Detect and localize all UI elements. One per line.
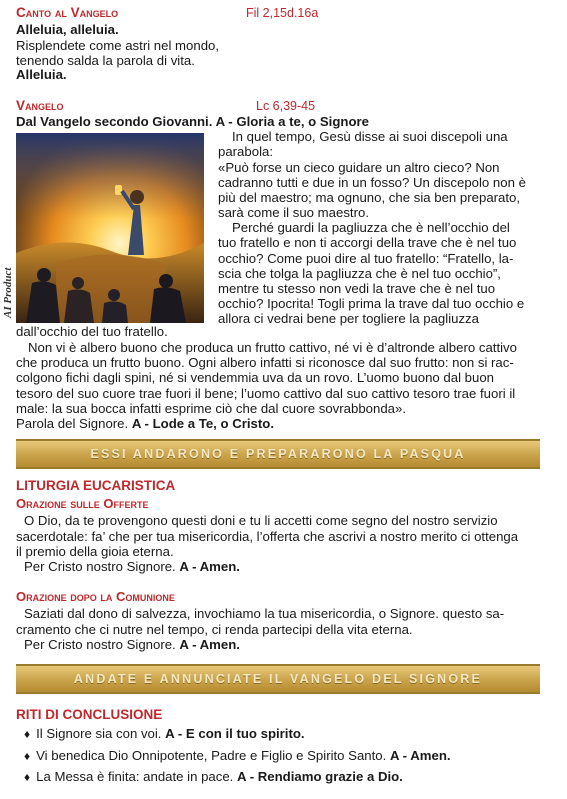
prayer-line: sacerdotale: fa’ che per tua misericordia, l’offerta che ascrivi a nostro merito ci ottenga [16, 528, 519, 544]
vangelo-intro [16, 114, 369, 130]
gospel-illustration [16, 133, 204, 323]
comunione-closing-text: Per Cristo nostro Signore. [24, 637, 180, 652]
gospel-line: sarà come il suo maestro. [218, 205, 369, 220]
gospel-line: più del maestro; ma ognuno, che sia ben preparato, [218, 190, 521, 205]
gospel-line: Perché guardi la pagliuzza che è nell’occhio del [232, 220, 510, 235]
riti-item [24, 769, 403, 785]
canto-line-1: Alleluia, alleluia. [16, 22, 119, 37]
comunione-closing [24, 637, 240, 653]
gospel-line: allora ci vedrai bene per togliere la pagliuzza [218, 311, 479, 326]
comunione-title: Orazione dopo la Comunione [16, 589, 175, 604]
canto-line-2: Risplendete come astri nel mondo, [16, 38, 220, 53]
canto-title: Canto al Vangelo [16, 5, 119, 20]
offerte-closing [24, 559, 240, 575]
gospel-line: Non vi è albero buono che produca un frutto cattivo, né vi è d’altronde albero cattivo [28, 340, 517, 355]
liturgia-title: LITURGIA EUCARISTICA [16, 478, 176, 493]
diamond-bullet-icon: ♦ [24, 770, 31, 784]
vangelo-title: Vangelo [16, 98, 64, 113]
diamond-bullet-icon: ♦ [24, 727, 31, 741]
gospel-closing-response: A - Lode a Te, o Cristo. [131, 416, 274, 431]
gospel-line: scia che tolga la pagliuzza che è nel tuo occhio”, [218, 266, 501, 281]
gospel-line: che produca un frutto buono. Ogni albero infatti si riconosce dal suo frutto: non si rac- [16, 355, 514, 371]
riti-item-text: La Messa è finita: andate in pace. [36, 769, 237, 784]
offerte-title: Orazione sulle Offerte [16, 496, 149, 511]
riti-item [24, 726, 305, 742]
gospel-line: tesoro del suo cuore trae fuori il bene; l’uomo cattivo dal suo cattivo tesoro trae fuori il [16, 385, 516, 401]
gospel-line: parabola: [218, 144, 273, 159]
riti-item-response: A - E con il tuo spirito. [165, 726, 305, 741]
riti-item [24, 748, 451, 764]
section-banner-pasqua: ESSI ANDARONO E PREPARARONO LA PASQUA [16, 439, 540, 469]
prayer-line: il premio della gioia eterna. [16, 544, 174, 559]
prayer-line: Saziati dal dono di salvezza, invochiamo la tua misericordia, o Signore. questo sa- [24, 606, 505, 621]
gospel-line: occhio? Come puoi dire al tuo fratello: “Fratello, la- [218, 251, 514, 266]
riti-item-text: Il Signore sia con voi. [36, 726, 166, 741]
riti-item-response: A - Amen. [389, 747, 451, 763]
canto-reference: Fil 2,15d.16a [246, 6, 319, 20]
riti-item-response: A - Rendiamo grazie a Dio. [237, 769, 403, 784]
gospel-closing-text: Parola del Signore. [16, 416, 132, 431]
comunione-closing-response: A - Amen. [179, 637, 240, 652]
gospel-line: «Può forse un cieco guidare un altro cieco? Non [218, 160, 500, 175]
gospel-line: male: la sua bocca infatti esprime ciò che dal cuore sovrabbonda». [16, 400, 406, 416]
vangelo-intro-response: A - Gloria a te, o Signore [215, 114, 369, 129]
section-banner-annunciate: ANDATE E ANNUNCIATE IL VANGELO DEL SIGNORE [16, 664, 540, 694]
prayer-line: cramento che ci nutre nel tempo, ci renda partecipi della vita eterna. [16, 621, 413, 637]
prayer-line: O Dio, da te provengono questi doni e tu li accetti come segno del nostro servizio [24, 513, 498, 528]
offerte-closing-text: Per Cristo nostro Signore. [24, 559, 180, 574]
canto-line-4: Alleluia. [16, 67, 67, 82]
gospel-paragraph-1-end: dall’occhio del tuo fratello. [16, 324, 168, 339]
gospel-line: colgono fichi dagli spini, né si vendemmia uva da un rovo. L’uomo buono dal buon [16, 370, 494, 386]
gospel-line: tuo fratello e non ti accorgi della trave che è nel tuo [218, 235, 517, 250]
gospel-line: cadranno tutti e due in un fosso? Un discepolo non è [218, 175, 526, 190]
image-credit: AI Product [2, 267, 14, 318]
illustration-scene [16, 133, 204, 323]
gospel-line: mentre tu stesso non vedi la trave che è nel tuo [218, 281, 496, 296]
gospel-line: In quel tempo, Gesù disse ai suoi discepoli una [232, 129, 508, 144]
gospel-closing [16, 416, 274, 432]
riti-item-text: Vi benedica Dio Onnipotente, Padre e Figlio e Spirito Santo. [36, 747, 390, 763]
diamond-bullet-icon: ♦ [24, 748, 31, 763]
gospel-line: occhio? Ipocrita! Togli prima la trave dal tuo occhio e [218, 296, 525, 311]
vangelo-reference: Lc 6,39-45 [256, 99, 316, 113]
vangelo-intro-text: Dal Vangelo secondo Giovanni. [16, 114, 216, 129]
offerte-closing-response: A - Amen. [179, 559, 240, 574]
canto-line-3: tenendo salda la parola di vita. [16, 53, 195, 68]
riti-title: RITI DI CONCLUSIONE [16, 707, 163, 722]
